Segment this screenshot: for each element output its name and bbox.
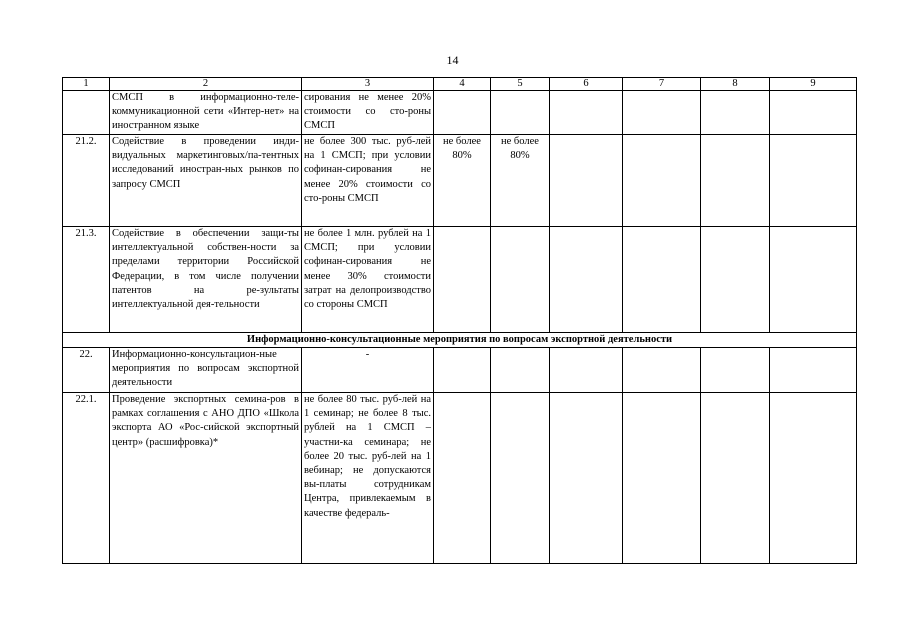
measure-conditions: не более 1 млн. рублей на 1 СМСП; при условии софинан-сирования не менее 30% стоимости затрат на делопроизводство со стороны СМСП xyxy=(302,227,434,333)
row-number xyxy=(63,91,110,135)
empty-cell xyxy=(701,227,770,333)
col-header: 8 xyxy=(701,78,770,91)
column-number-row xyxy=(63,78,857,91)
empty-cell xyxy=(550,91,623,135)
empty-cell xyxy=(623,348,701,393)
col5-value: не более 80% xyxy=(491,135,550,227)
section-header-row xyxy=(63,333,857,348)
col-header: 2 xyxy=(110,78,302,91)
row-number: 22. xyxy=(63,348,110,393)
empty-cell xyxy=(701,348,770,393)
empty-cell xyxy=(623,135,701,227)
empty-cell xyxy=(770,348,857,393)
col4-value xyxy=(434,91,491,135)
empty-cell xyxy=(701,135,770,227)
col-header: 7 xyxy=(623,78,701,91)
empty-cell xyxy=(550,348,623,393)
table-row xyxy=(63,91,857,135)
empty-cell xyxy=(770,393,857,564)
col-header: 6 xyxy=(550,78,623,91)
table-row xyxy=(63,227,857,333)
empty-cell xyxy=(434,348,491,393)
row-number: 21.3. xyxy=(63,227,110,333)
measure-name: Информационно-консультацион-ные мероприятия по вопросам экспортной деятельности xyxy=(110,348,302,393)
empty-cell xyxy=(770,91,857,135)
col-header: 1 xyxy=(63,78,110,91)
table-row xyxy=(63,348,857,393)
table-row xyxy=(63,135,857,227)
col5-value xyxy=(491,227,550,333)
page-number: 14 xyxy=(446,53,459,67)
measure-name: Проведение экспортных семина-ров в рамках соглашения с АНО ДПО «Школа экспорта АО «Рос-сийской экспортный центр» (расшифровка)* xyxy=(110,393,302,564)
col4-value xyxy=(434,227,491,333)
empty-cell xyxy=(623,91,701,135)
measure-conditions: не более 80 тыс. руб-лей на 1 семинар; не более 8 тыс. рублей на 1 СМСП – участни-ка семинара; не более 20 тыс. руб-лей на 1 вебинар; не допускаются вы-платы сотрудникам Центра, привлекаемым в качестве федераль- xyxy=(302,393,434,564)
col-header: 4 xyxy=(434,78,491,91)
empty-cell xyxy=(701,393,770,564)
empty-cell xyxy=(623,227,701,333)
measure-conditions: - xyxy=(302,348,434,393)
measure-conditions: не более 300 тыс. руб-лей на 1 СМСП; при условии софинан-сирования не менее 20% стоимости со сто-роны СМСП xyxy=(302,135,434,227)
empty-cell xyxy=(770,227,857,333)
col-header: 9 xyxy=(770,78,857,91)
empty-cell xyxy=(550,135,623,227)
measure-name: СМСП в информационно-теле-коммуникационной сети «Интер-нет» на иностранном языке xyxy=(110,91,302,135)
row-number: 21.2. xyxy=(63,135,110,227)
empty-cell xyxy=(623,393,701,564)
measure-name: Содействие в проведении инди-видуальных маркетинговых/па-тентных исследований иностран-ных рынков по запросу СМСП xyxy=(110,135,302,227)
empty-cell xyxy=(701,91,770,135)
table-row xyxy=(63,393,857,564)
measure-name: Содействие в обеспечении защи-ты интеллектуальной собствен-ности за пределами территории Российской Федерации, в том числе получении патентов на ре-зультаты интеллектуальной дея-тельности xyxy=(110,227,302,333)
row-number: 22.1. xyxy=(63,393,110,564)
col4-value: не более 80% xyxy=(434,135,491,227)
col5-value xyxy=(491,91,550,135)
empty-cell xyxy=(434,393,491,564)
col-header: 3 xyxy=(302,78,434,91)
col-header: 5 xyxy=(491,78,550,91)
measure-conditions: сирования не менее 20% стоимости со сто-роны СМСП xyxy=(302,91,434,135)
empty-cell xyxy=(491,393,550,564)
empty-cell xyxy=(491,348,550,393)
empty-cell xyxy=(550,393,623,564)
section-title: Информационно-консультационные мероприятия по вопросам экспортной деятельности xyxy=(63,333,857,348)
empty-cell xyxy=(770,135,857,227)
empty-cell xyxy=(550,227,623,333)
measures-table xyxy=(62,77,857,564)
